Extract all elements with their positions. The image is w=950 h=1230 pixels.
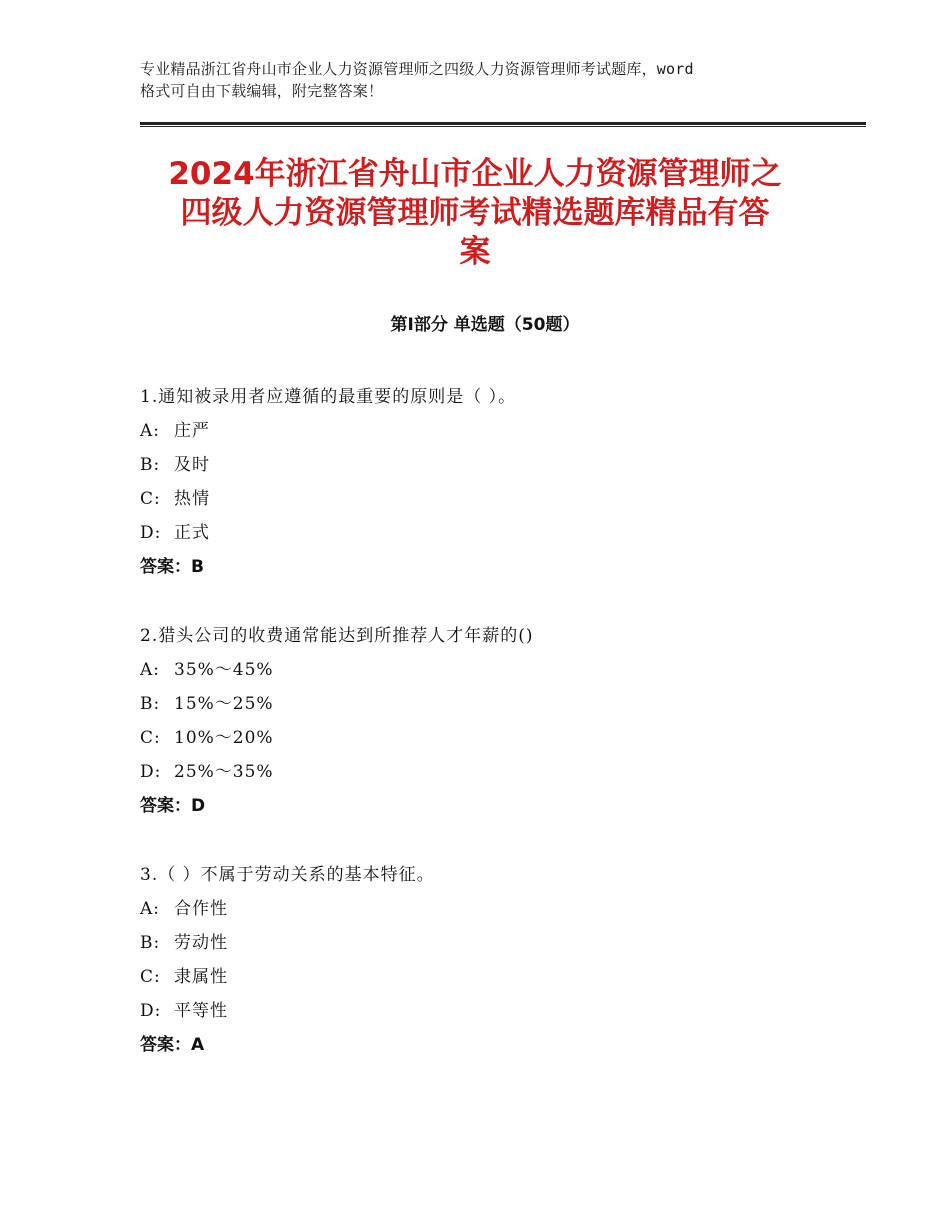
option-a <box>140 653 840 687</box>
question-2 <box>140 619 840 823</box>
option-letter: D: <box>140 1001 162 1021</box>
option-letter: A: <box>140 899 161 919</box>
option-text: 10%～20% <box>174 728 274 748</box>
option-letter: B: <box>140 694 161 714</box>
option-c <box>140 960 840 994</box>
option-text: 热情 <box>174 489 210 509</box>
option-b <box>140 926 840 960</box>
option-a <box>140 414 840 448</box>
section-heading: 第Ⅰ部分 单选题（50题） <box>390 315 580 335</box>
option-letter: D: <box>140 762 162 782</box>
document-title-line-2: 四级人力资源管理师考试精选题库精品有答 <box>180 195 770 231</box>
header-note-line-2: 格式可自由下载编辑，附完整答案！ <box>140 82 384 100</box>
option-letter: C: <box>140 489 161 509</box>
header-divider-thick <box>140 122 866 125</box>
header-note-line-1: 专业精品浙江省舟山市企业人力资源管理师之四级人力资源管理师考试题库，word <box>140 60 694 78</box>
header-note <box>140 58 830 102</box>
option-letter: C: <box>140 728 161 748</box>
option-d <box>140 516 840 550</box>
option-text: 平等性 <box>174 1001 228 1021</box>
question-stem: 1.通知被录用者应遵循的最重要的原则是（ ）。 <box>140 387 517 407</box>
option-text: 35%～45% <box>174 660 274 680</box>
question-3 <box>140 858 840 1062</box>
document-title-line-3: 案 <box>459 234 491 270</box>
option-d <box>140 755 840 789</box>
option-letter: A: <box>140 421 161 441</box>
option-text: 隶属性 <box>174 967 228 987</box>
answer: 答案：A <box>140 1035 205 1055</box>
option-text: 25%～35% <box>174 762 274 782</box>
option-letter: B: <box>140 933 161 953</box>
document-title-line-1: 2024年浙江省舟山市企业人力资源管理师之 <box>168 156 782 192</box>
option-b <box>140 687 840 721</box>
option-d <box>140 994 840 1028</box>
option-b <box>140 448 840 482</box>
option-text: 庄严 <box>174 421 210 441</box>
option-text: 合作性 <box>174 899 228 919</box>
option-text: 正式 <box>174 523 210 543</box>
answer: 答案：D <box>140 796 206 816</box>
option-a <box>140 892 840 926</box>
option-c <box>140 721 840 755</box>
question-stem: 2.猎头公司的收费通常能达到所推荐人才年薪的() <box>140 626 534 646</box>
option-letter: C: <box>140 967 161 987</box>
option-letter: A: <box>140 660 161 680</box>
option-c <box>140 482 840 516</box>
option-letter: B: <box>140 455 161 475</box>
option-letter: D: <box>140 523 162 543</box>
question-stem: 3.（ ）不属于劳动关系的基本特征。 <box>140 865 435 885</box>
question-1 <box>140 380 840 584</box>
document-title <box>120 155 830 272</box>
option-text: 及时 <box>174 455 210 475</box>
option-text: 劳动性 <box>174 933 228 953</box>
option-text: 15%～25% <box>174 694 274 714</box>
answer: 答案：B <box>140 557 204 577</box>
header-divider-thin <box>140 126 866 127</box>
